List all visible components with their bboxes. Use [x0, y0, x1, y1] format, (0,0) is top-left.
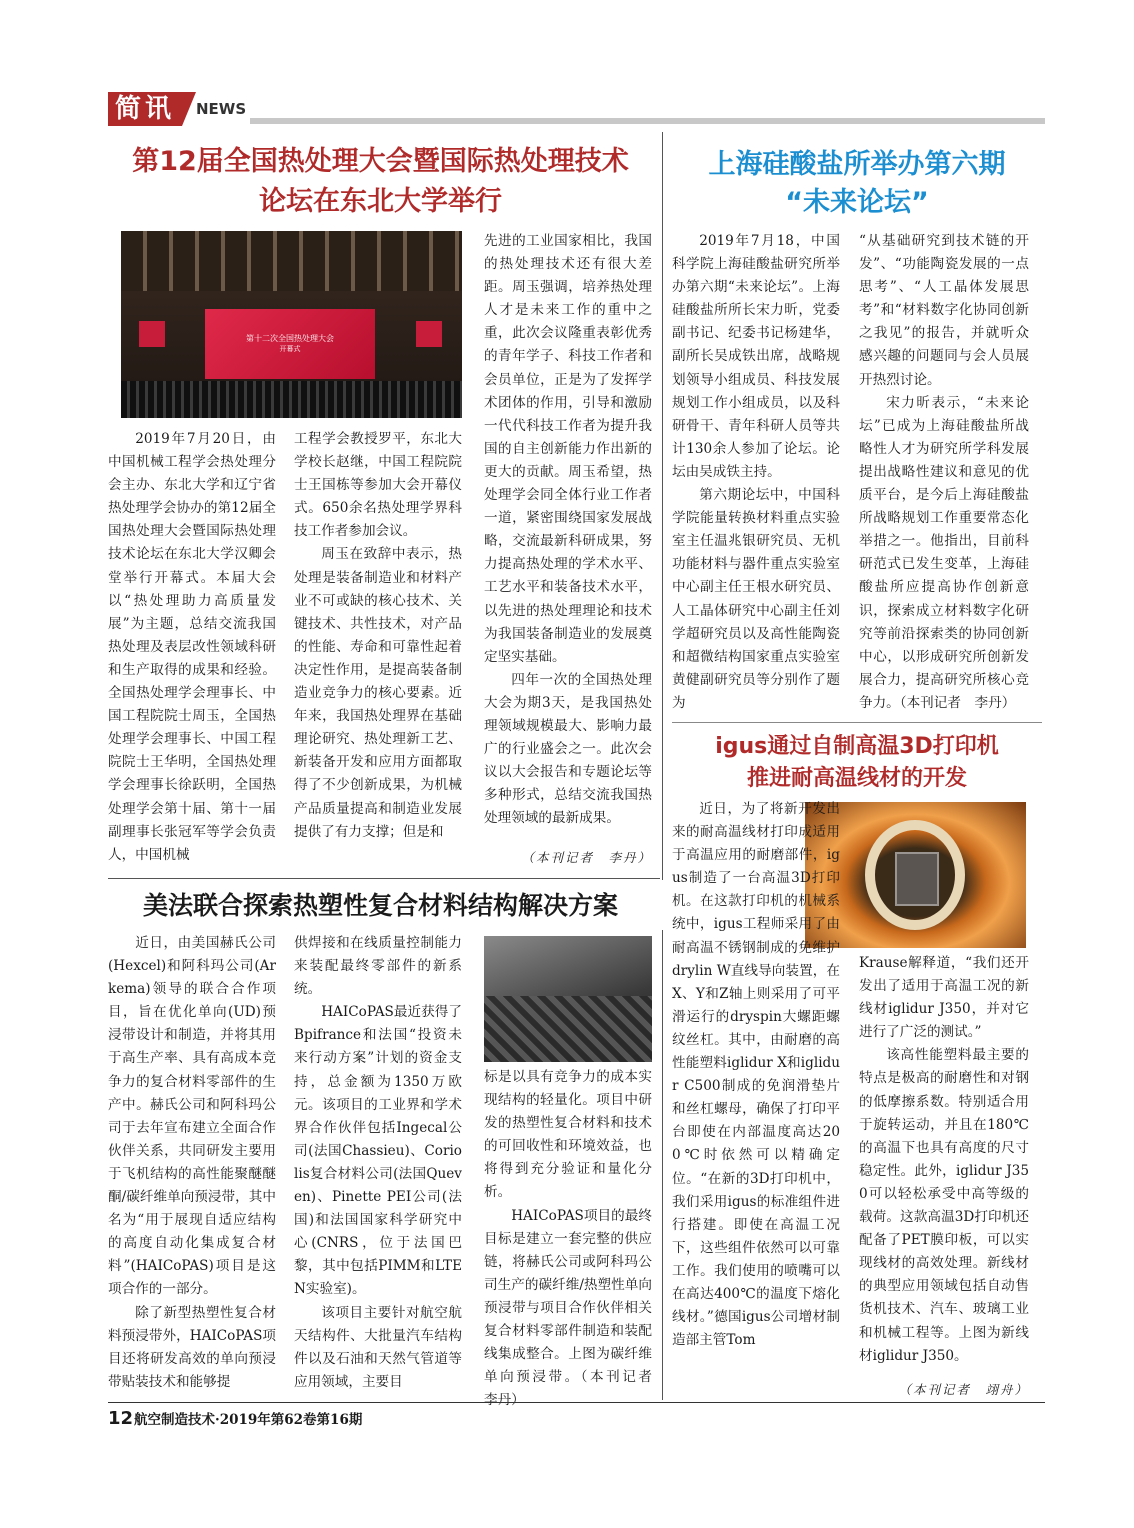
journal-issue: ·2019年第62卷第16期 — [215, 1412, 363, 1428]
title-line: 第12届全国热处理大会暨国际热处理技术 — [132, 146, 629, 177]
journal-name — [134, 1408, 362, 1432]
paragraph: HAICoPAS项目的最终目标是建立一套完整的供应链，将赫氏公司或阿科玛公司生产的碳纤维/热塑性单向预浸带与项目合作伙伴相关复合材料零部件制造和装配线集成整合。上图为碳纤维单向预浸带。（本刊记者 李丹） — [484, 1207, 666, 1409]
column-divider — [662, 930, 663, 1400]
paragraph: 2019年7月20日，由中国机械工程学会热处理分会主办、东北大学和辽宁省热处理学会协办的第12届全国热处理大会暨国际热处理技术论坛在东北大学汉卿会堂举行开幕式。本届大会以“热处理助力高质量发展”为主题，总结交流我国热处理及表层改性领域科研和生产取得的成果和经验。全国热处理学会理事长、中国工程院院士周玉，全国热处理学会理事长、中国工程院院士王华明，全国热处理学会理事长徐跃明，全国热处理学会第十届、第十一届副理事长张冠军等学会负责人，中国机械 — [108, 431, 276, 863]
paragraph: 标是以具有竞争力的成本实现结构的轻量化。项目中研发的热塑性复合材料和技术的可回收性和环境效益，也将得到充分验证和量化分析。 — [484, 1069, 652, 1201]
article-column — [108, 932, 276, 1398]
article-title — [672, 731, 1042, 795]
stage-screen — [205, 309, 375, 379]
section-label-cn: 简讯 — [108, 92, 182, 126]
title-line: 上海硅酸盐所举办第六期 — [708, 149, 1006, 180]
audience — [121, 381, 462, 418]
article-credit: （本刊记者 李丹） — [521, 850, 652, 865]
article-column — [672, 798, 840, 1398]
paragraph: 该高性能塑料最主要的特点是极高的耐磨性和对钢的低摩擦系数。特别适合用于旋转运动，并且在180℃的高温下也具有高度的尺寸稳定性。此外，iglidur J350可以轻松承受中高等级的载荷。这款高温3D打印机还配备了PET膜印板，可以实现线材的高效处理。新线材的典型应用领域包括自动售货机技术、汽车、玻璃工业和机械工程等。上图为新线材iglidur J350。 — [859, 1047, 1029, 1364]
conference-photo — [121, 231, 462, 418]
title-line: 推进耐高温线材的开发 — [746, 766, 967, 791]
paragraph: HAICoPAS最近获得了Bpifrance和法国“投资未来行动方案”计划的资金支持，总金额为1350万欧元。该项目的工业界和学术界合作伙伴包括Ingecal公司(法国Chassieu)、Coriolis复合材料公司(法国Queven)、Pinette PEI公司(法国)和法国国家科学研究中心(CNRS，位于法国巴黎，其中包括PIMM和LTEN实验室)。 — [294, 1004, 462, 1298]
printer-frame — [895, 852, 939, 906]
ceiling-lights — [121, 231, 462, 291]
paragraph: 周玉在致辞中表示，热处理是装备制造业和材料产业不可或缺的核心技术、关键技术、共性技术，对产品的性能、寿命和可靠性起着决定性作用，是提高装备制造业竞争力的核心要素。近年来，我国热处理界在基础理论研究、热处理新工艺、新装备开发和应用方面都取得了不少创新成果，为机械产品质量提高和制造业发展提供了有力支撑；但是和 — [294, 546, 462, 840]
paragraph: 四年一次的全国热处理大会为期3天，是我国热处理领域规模最大、影响力最广的行业盛会之一。此次会议以大会报告和专题论坛等多种形式，总结交流我国热处理领域的最新成果。 — [484, 671, 652, 827]
section-label-en: NEWS — [196, 100, 247, 118]
paragraph: 先进的工业国家相比，我国的热处理技术还有很大差距。周玉强调，培养热处理人才是未来工作的重中之重，此次会议隆重表彰优秀的青年学子、科技工作者和会员单位，正是为了发挥学术团体的作用，引导和激励一代代科技工作者为提升我国的自主创新能力作出新的更大的贡献。周玉希望，热处理学会同全体行业工作者一道，紧密围绕国家发展战略，交流最新科研成果，努力提高热处理的学术水平、工艺水平和装备技术水平，以先进的热处理理论和技术为我国装备制造业的发展奠定坚实基础。 — [484, 233, 652, 665]
footer-rule — [108, 1402, 1045, 1403]
paragraph-text: 近日，为了将新开发出来的耐高温线材打印成适用于高温应用的耐磨部件，igus制造了一台高温3D打印机。在这款打印机的机械系统中，igus工程师采用了由耐高温不锈钢制成的免维护drylin W直线导向装置，在X、Y和Z轴上则采用了可平滑运行的dryspin大螺距螺纹丝杠。其中，由耐磨的高性能塑料iglidur X和iglidur C500制成的免润滑垫片和丝杠螺母，确保了打印平台即使在内部温度高达200℃时依然可以精确定位。“在新的3D打印机中，我们采用igus的标准组件进行搭建。即使在高温工况下，这些组件依然可以可靠工作。我们使用的喷嘴可以在高达400℃的温度下熔化线材。”德国igus公司增材制造部主管Tom — [672, 801, 840, 1349]
paragraph: 除了新型热塑性复合材料预浸带外，HAICoPAS项目还将研发高效的单向预浸带贴装技术和能够提 — [108, 1304, 276, 1390]
paragraph: 近日，由美国赫氏公司(Hexcel)和阿科玛公司(Arkema)领导的联合合作项目，旨在优化单向(UD)预浸带设计和制造，并将其用于高生产率、具有高成本竞争力的复合材料零部件的生产中。赫氏公司和阿科玛公司于去年宣布建立全面合作伙伴关系，共同研发主要用于飞机结构的高性能聚醚醚酮/碳纤维单向预浸带，其中名为“用于展现自适应结构的高度自动化集成复合材料”(HAICoPAS)项目是这项合作的一部分。 — [108, 935, 276, 1298]
journal-title: 航空制造技术 — [134, 1412, 215, 1428]
side-screen-left — [139, 321, 165, 347]
page-number: 12 — [108, 1408, 134, 1429]
article-column — [859, 952, 1029, 1376]
article-column — [484, 230, 652, 844]
paragraph: Krause解释道，“我们还开发出了适用于高温工况的新线材iglidur J350，并对它进行了广泛的测试。” — [859, 955, 1029, 1041]
article-column — [859, 230, 1029, 716]
article-column — [294, 428, 462, 868]
paragraph: 该项目主要针对航空航天结构件、大批量汽车结构件以及石油和天然气管道等应用领域，主要目 — [294, 1304, 462, 1390]
title-line: 论坛在东北大学举行 — [259, 186, 502, 217]
header-rule — [250, 118, 1045, 124]
paragraph: “从基础研究到技术链的开发”、“功能陶瓷发展的一点思考”、“人工晶体发展思考”和“材料数字化协同创新之我见”的报告，并就听众感兴趣的问题同与会人员展开热烈讨论。 — [859, 233, 1029, 388]
paragraph: 工程学会教授罗平，东北大学校长赵继，中国工程院院士王国栋等参加大会开幕仪式。650余名热处理学界科技工作者参加会议。 — [294, 431, 462, 540]
article-column — [294, 932, 462, 1398]
article-rule — [672, 722, 1042, 723]
column-divider — [662, 132, 663, 880]
side-screen-right — [416, 321, 442, 347]
screen-title: 第十二次全国热处理大会 — [246, 334, 334, 343]
screen-subtitle: 开幕式 — [279, 345, 301, 353]
paragraph: 2019年7月18，中国科学院上海硅酸盐研究所举办第六期“未来论坛”。上海硅酸盐所所长宋力昕，党委副书记、纪委书记杨建华，副所长吴成铁出席，战略规划领导小组成员、科技发展规划工作小组成员，以及科研骨干、青年科研人员等共计130余人参加了论坛。论坛由吴成铁主持。 — [672, 233, 840, 480]
title-line: “未来论坛” — [785, 187, 929, 218]
article-column — [484, 1066, 666, 1409]
article-title — [672, 146, 1042, 222]
paragraph: 第六期论坛中，中国科学院能量转换材料重点实验室主任温兆银研究员、无机功能材料与器件重点实验室中心副主任王根水研究员、人工晶体研究中心副主任刘学超研究员以及高性能陶瓷和超微结构国家重点实验室黄健副研究员等分别作了题为 — [672, 487, 840, 711]
article-column — [672, 230, 840, 716]
paragraph: 供焊接和在线质量控制能力来装配最终零部件的新系统。 — [294, 935, 462, 998]
article-credit: （本刊记者 翊舟） — [898, 1382, 1029, 1397]
paragraph: 宋力昕表示，“未来论坛”已成为上海硅酸盐所战略性人才为研究所学科发展提出战略性建议和意见的优质平台，是今后上海硅酸盐所战略规划工作重要常态化举措之一。他指出，目前科研范式已发生变革，上海硅酸盐所应提高协作创新意识，探索成立材料数字化研究等前沿探索类的协同创新中心，以形成研究所创新发展合力，提高研究所核心竞争力。（本刊记者 李丹） — [859, 394, 1029, 711]
header-slant — [182, 92, 196, 126]
prepreg-tape-photo — [484, 936, 652, 1062]
paragraph — [672, 798, 840, 1352]
article-column — [108, 428, 276, 868]
article-title — [108, 142, 653, 222]
carbon-weave — [484, 996, 652, 1062]
title-line: igus通过自制高温3D打印机 — [715, 734, 999, 759]
article-title: 美法联合探索热塑性复合材料结构解决方案 — [142, 891, 618, 920]
article-rule — [108, 878, 660, 879]
